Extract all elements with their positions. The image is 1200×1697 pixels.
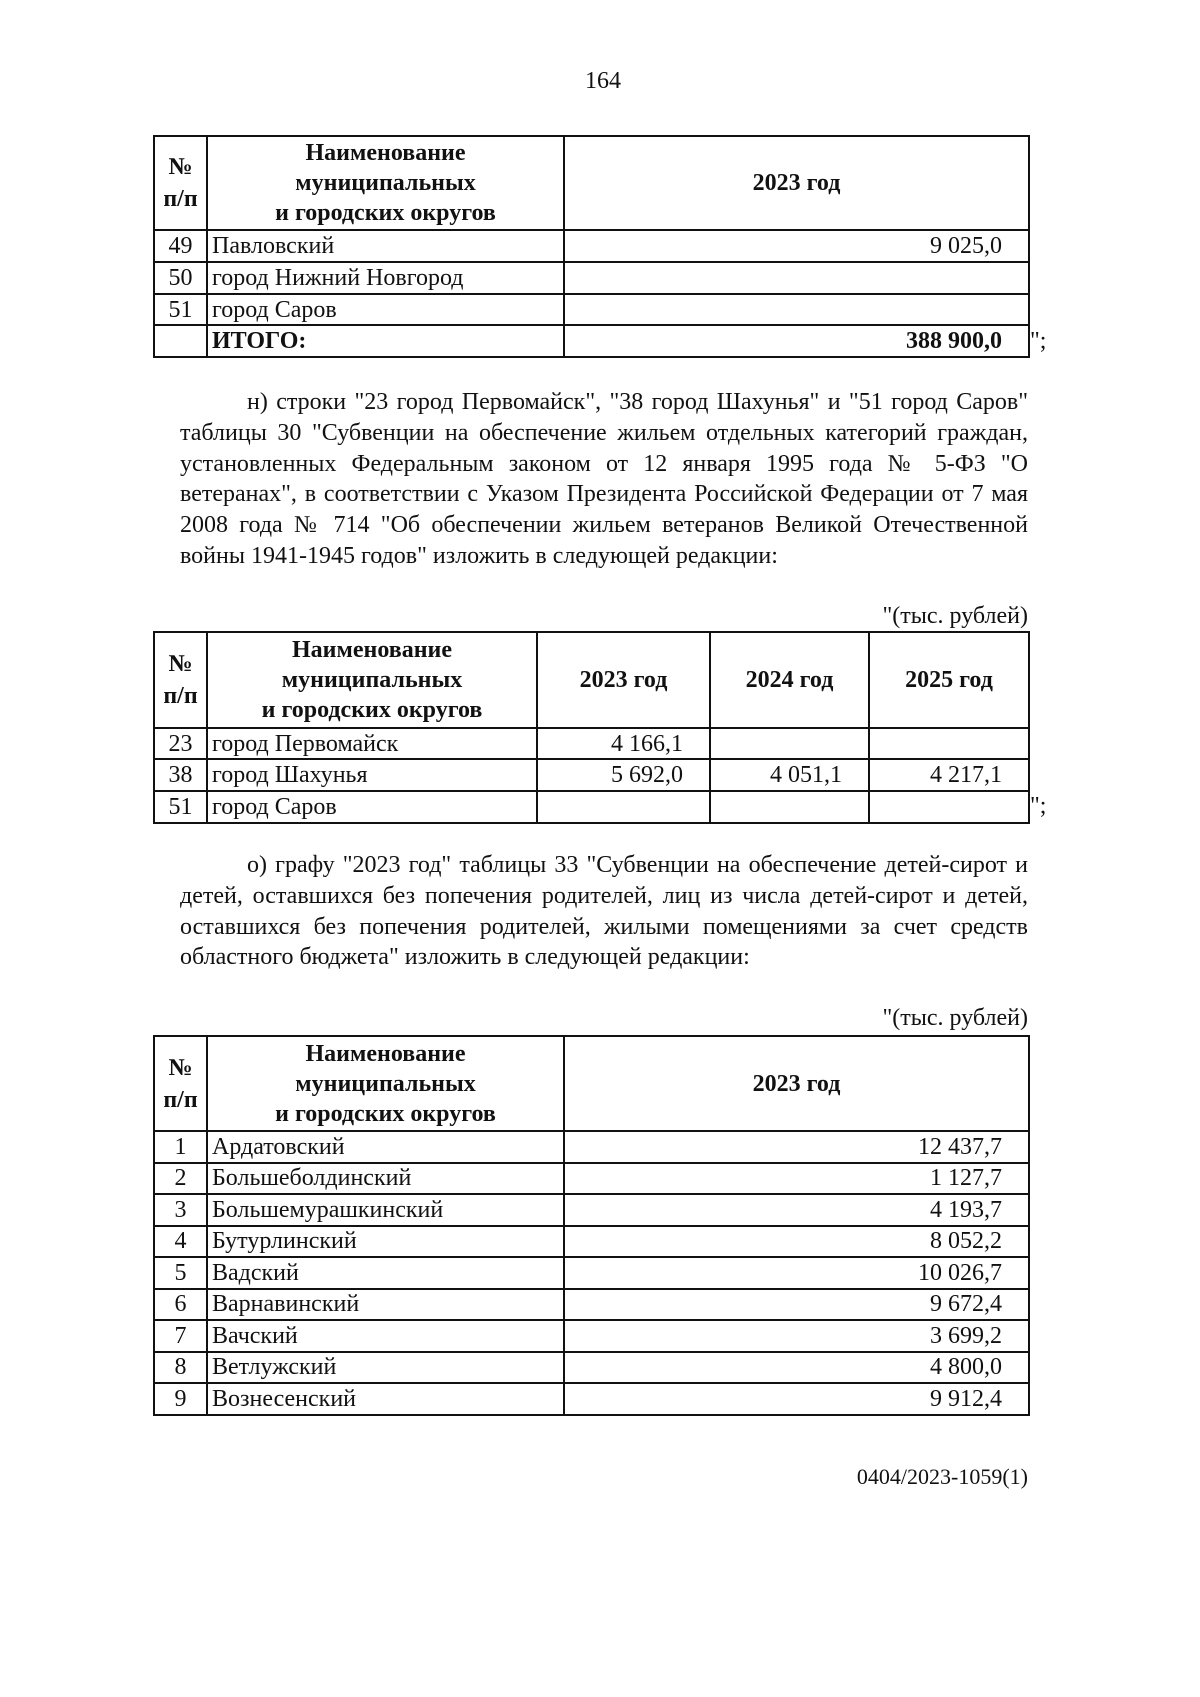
table-cell: Павловский (207, 230, 564, 262)
units-label-1: "(тыс. рублей) (882, 603, 1028, 629)
table-1 (153, 135, 1030, 358)
table-cell: 38 (154, 759, 207, 791)
header-2023: 2023 год (564, 136, 1029, 230)
table-cell (710, 728, 869, 759)
table-cell: 8 (154, 1352, 207, 1384)
table-cell: 4 193,7 (564, 1194, 1029, 1226)
table-cell (564, 294, 1029, 325)
table-row (154, 1257, 1029, 1289)
header-2025: 2025 год (869, 632, 1029, 728)
table-cell: 9 912,4 (564, 1383, 1029, 1415)
page-number: 164 (585, 68, 621, 94)
table-cell: 4 (154, 1226, 207, 1258)
table-row (154, 262, 1029, 294)
table-cell: 9 (154, 1383, 207, 1415)
total-row (154, 325, 1029, 357)
table-cell: Бутурлинский (207, 1226, 564, 1258)
header-name: Наименование муниципальных и городских округов (207, 632, 537, 728)
table-row (154, 294, 1029, 325)
table-row (154, 1131, 1029, 1163)
header-name: Наименование муниципальных и городских округов (207, 1036, 564, 1131)
table-cell (154, 136, 1029, 230)
table-cell: Вачский (207, 1320, 564, 1352)
header-2023: 2023 год (537, 632, 710, 728)
closing-quote-1: "; (1030, 328, 1047, 354)
table-cell: 12 437,7 (564, 1131, 1029, 1163)
table-cell: 10 026,7 (564, 1257, 1029, 1289)
table-row (154, 1352, 1029, 1384)
table-cell: Вознесенский (207, 1383, 564, 1415)
table-cell: Большеболдинский (207, 1163, 564, 1195)
table-cell: 4 217,1 (869, 759, 1029, 791)
table-cell: 51 (154, 294, 207, 325)
table-cell: 5 (154, 1257, 207, 1289)
table-cell (564, 262, 1029, 294)
header-2024: 2024 год (710, 632, 869, 728)
table-2 (153, 631, 1030, 824)
table-cell: 5 692,0 (537, 759, 710, 791)
table-row (154, 1194, 1029, 1226)
table-cell: город Первомайск (207, 728, 537, 759)
table-row (154, 1320, 1029, 1352)
header-name: Наименование муниципальных и городских округов (207, 136, 564, 230)
table-cell (154, 325, 207, 357)
table-cell: город Саров (207, 294, 564, 325)
table-row (154, 1289, 1029, 1321)
table-cell: 2 (154, 1163, 207, 1195)
table-row (154, 1163, 1029, 1195)
table-cell: город Нижний Новгород (207, 262, 564, 294)
table-cell: Варнавинский (207, 1289, 564, 1321)
table-cell: 9 025,0 (564, 230, 1029, 262)
table-cell: 3 (154, 1194, 207, 1226)
table-row (154, 1383, 1029, 1415)
table-cell: 4 051,1 (710, 759, 869, 791)
table-cell (154, 1036, 1029, 1131)
table-cell: Вадский (207, 1257, 564, 1289)
table-cell: 9 672,4 (564, 1289, 1029, 1321)
header-num: № п/п (154, 1036, 207, 1131)
table-3 (153, 1035, 1030, 1416)
paragraph-o: о) графу "2023 год" таблицы 33 "Субвенции на обеспечение детей-сирот и детей, оставшихся без попечения родителей, лиц из числа детей-сирот и детей, оставшихся без попечения родителей, жилыми помещениями за счет средств областного бюджета" изложить в следующей редакции: (180, 852, 1028, 971)
table-cell: 49 (154, 230, 207, 262)
table-cell (537, 791, 710, 823)
units-label-2: "(тыс. рублей) (882, 1005, 1028, 1031)
table-row (154, 728, 1029, 759)
table-cell: 51 (154, 791, 207, 823)
table-row (154, 1226, 1029, 1258)
table-cell: 4 166,1 (537, 728, 710, 759)
table-row (154, 791, 1029, 823)
table-row (154, 759, 1029, 791)
table-cell (869, 728, 1029, 759)
table-cell: 23 (154, 728, 207, 759)
table-cell: 50 (154, 262, 207, 294)
table-cell: 6 (154, 1289, 207, 1321)
table-cell (869, 791, 1029, 823)
table-cell: 1 127,7 (564, 1163, 1029, 1195)
closing-quote-2: "; (1030, 793, 1047, 819)
header-2023: 2023 год (564, 1036, 1029, 1131)
table-cell: Большемурашкинский (207, 1194, 564, 1226)
table-cell: 388 900,0 (564, 325, 1029, 357)
table-cell: 4 800,0 (564, 1352, 1029, 1384)
table-cell: 3 699,2 (564, 1320, 1029, 1352)
table-cell: Ветлужский (207, 1352, 564, 1384)
table-cell: 7 (154, 1320, 207, 1352)
table-cell: город Саров (207, 791, 537, 823)
table-row (154, 230, 1029, 262)
table-cell: город Шахунья (207, 759, 537, 791)
footer-document-code: 0404/2023-1059(1) (856, 1464, 1028, 1489)
paragraph-n: н) строки "23 город Первомайск", "38 город Шахунья" и "51 город Саров" таблицы 30 "Субвенции на обеспечение жильем отдельных категорий граждан, установленных Федеральным законом от 12 января 1995 года № 5-ФЗ "О ветеранах", в соответствии с Указом Президента Российской Федерации от 7 мая 2008 года № 714 "Об обеспечении жильем ветеранов Великой Отечественной войны 1941-1945 годов" изложить в следующей редакции: (180, 389, 1028, 569)
table-cell: 8 052,2 (564, 1226, 1029, 1258)
table-cell: Ардатовский (207, 1131, 564, 1163)
table-cell: 1 (154, 1131, 207, 1163)
header-num: № п/п (154, 632, 207, 728)
table-cell: ИТОГО: (207, 325, 564, 357)
table-cell (710, 791, 869, 823)
header-num: № п/п (154, 136, 207, 230)
table-cell (154, 632, 1029, 728)
